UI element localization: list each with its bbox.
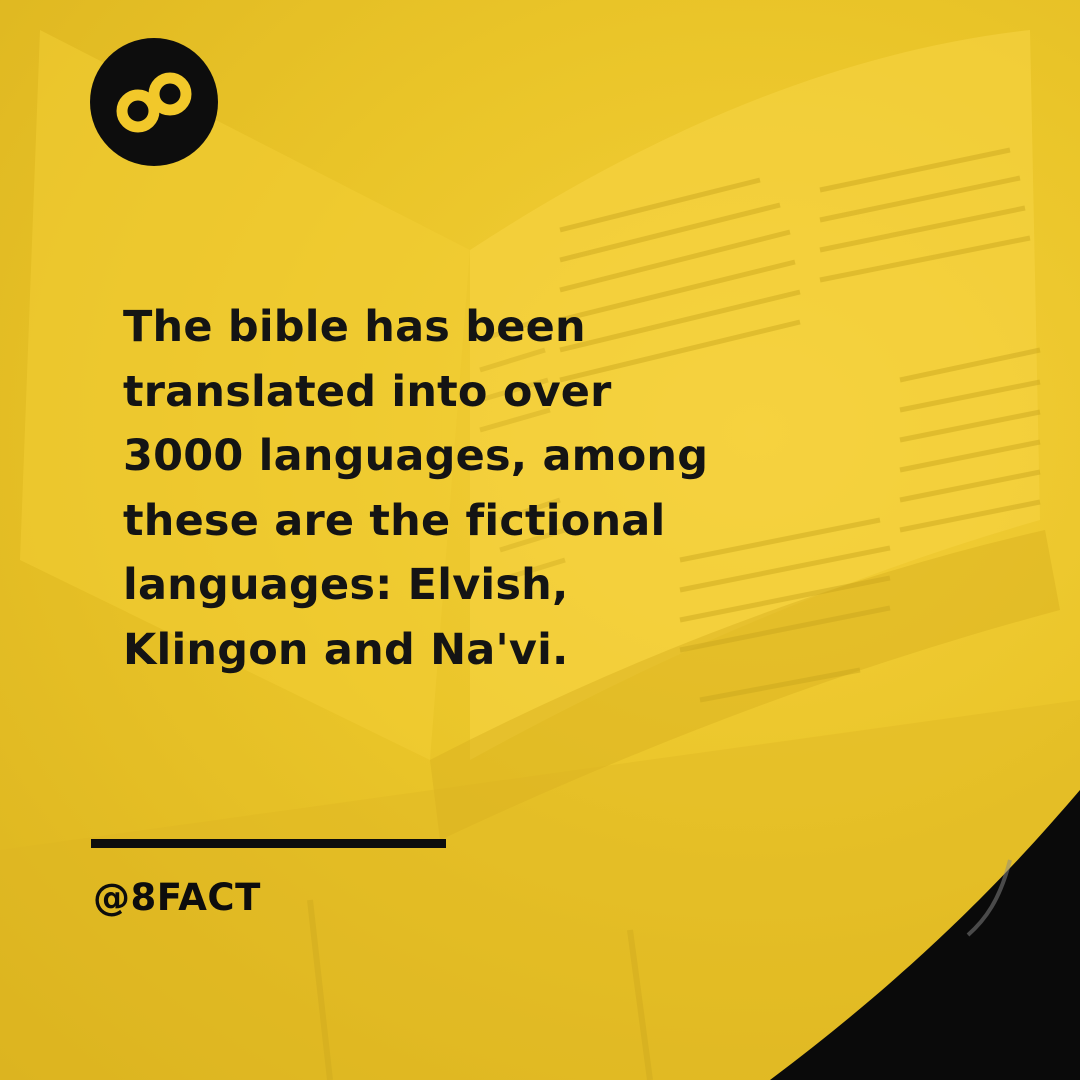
brand-handle: @8FACT [93, 876, 261, 919]
fact-line: languages: Elvish, [123, 560, 569, 610]
brand-logo [90, 38, 218, 166]
divider [91, 839, 446, 848]
fact-line: 3000 languages, among [123, 431, 709, 481]
fact-line: these are the fictional [123, 495, 666, 546]
fact-line: The bible has been [123, 302, 586, 352]
fact-headline [123, 295, 843, 682]
fact-line: translated into over [123, 366, 612, 417]
eight-infinity-icon [90, 38, 218, 166]
fact-line: Klingon and Na'vi. [123, 624, 569, 675]
